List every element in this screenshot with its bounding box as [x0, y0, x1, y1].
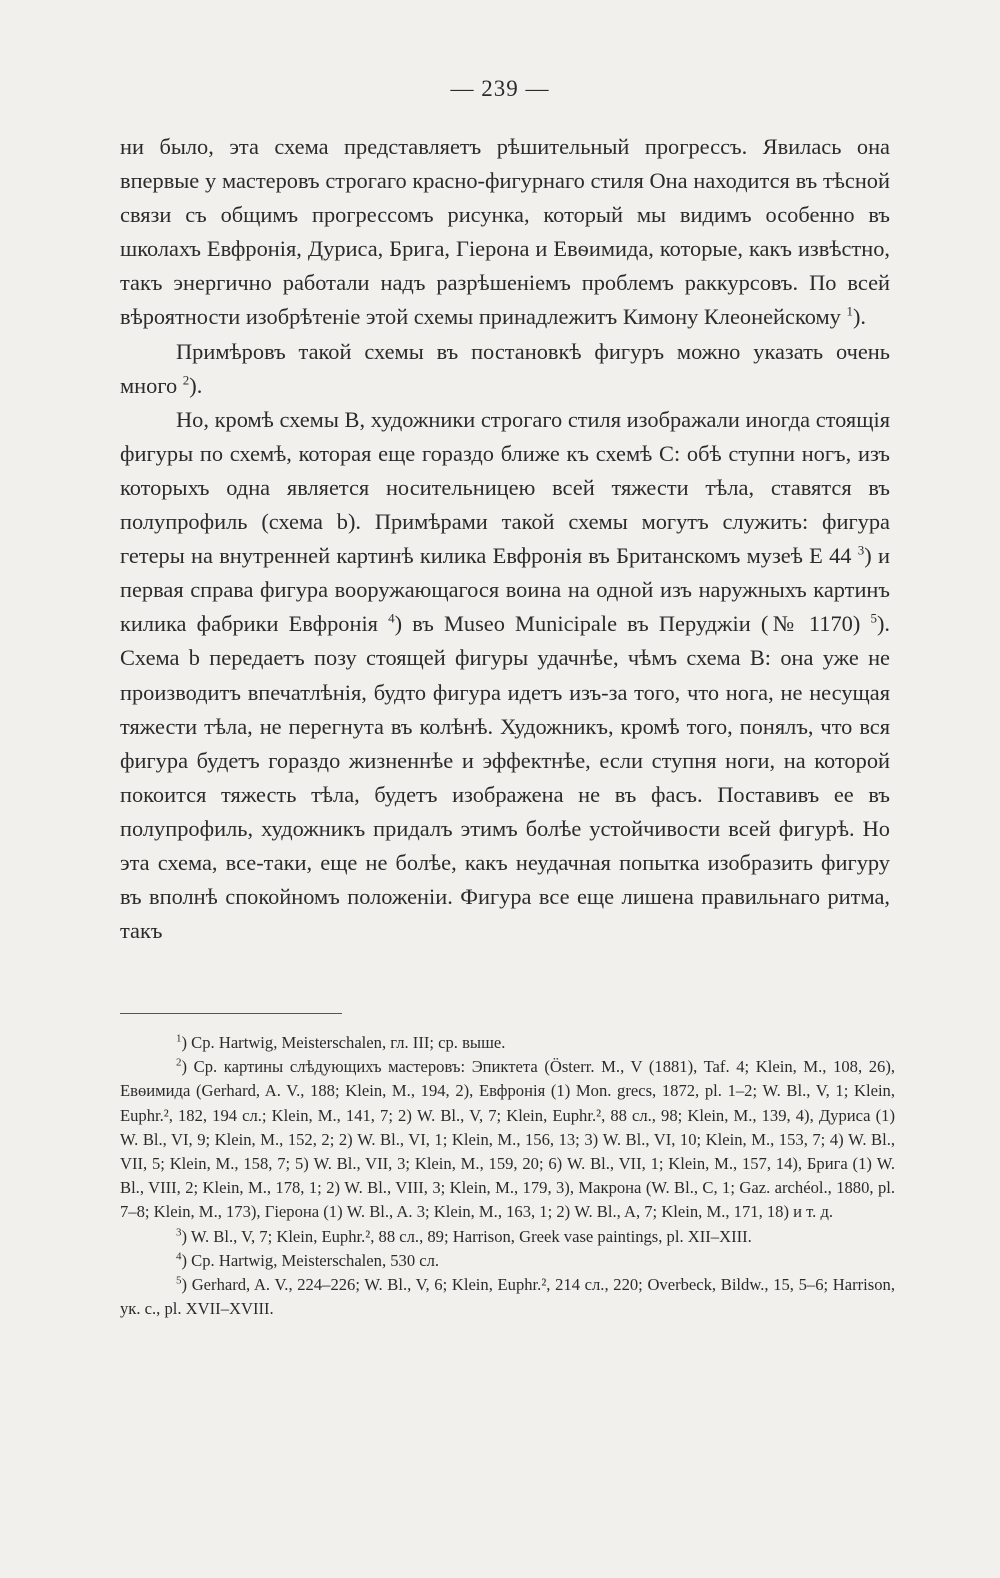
page-number: — 239 — — [450, 76, 550, 101]
footnote-4-text: ) Ср. Hartwig, Meisterschalen, 530 сл. — [181, 1250, 440, 1270]
footnote-3 — [120, 1225, 895, 1249]
paragraph-1 — [120, 130, 890, 335]
main-text — [120, 130, 890, 948]
footnotes — [120, 1031, 895, 1321]
footnote-ref-2-close: ). — [189, 372, 203, 398]
paragraph-3-text-b: и первая справа фигура вооружающагося воина на одной изъ наружныхъ картинъ килика фабрики Евфронія — [120, 543, 890, 637]
footnote-5 — [120, 1273, 895, 1321]
footnote-2-mark: 2 — [176, 1056, 182, 1069]
footnote-ref-1: 1 — [846, 304, 853, 319]
footnote-ref-2: 2 — [182, 372, 190, 388]
paragraph-2 — [120, 335, 890, 403]
paragraph-3-text-a: Но, кромѣ схемы B, художники строгаго стиля изображали иногда стоящія фигуры по схемѣ, которая еще гораздо ближе къ схемѣ C: обѣ ступни ногъ, изъ которыхъ одна является носительницею всей тяжести тѣла, ставятся въ полупрофиль (схема b). Примѣрами такой схемы могутъ служить: фигура гетеры на внутренней картинѣ килика Евфронія въ Британскомъ музеѣ E 44 — [120, 406, 890, 569]
footnote-5-mark: 5 — [176, 1274, 182, 1287]
paragraph-1-text: ни было, эта схема представляетъ рѣшительный прогрессъ. Явилась она впервые у мастеровъ строгаго красно-фигурнаго стиля Она находится въ тѣсной связи съ общимъ прогрессомъ рисунка, который мы видимъ особенно въ школахъ Евфронія, Дуриса, Брига, Гіерона и Евѳимида, которые, какъ извѣстно, такъ энергично работали надъ разрѣшеніемъ проблемъ раккурсовъ. По всей вѣроятности изобрѣтеніе этой схемы принадлежитъ Кимону Клеонейскому — [120, 134, 890, 330]
footnote-ref-4-close: ) — [394, 611, 403, 637]
footnote-4 — [120, 1249, 895, 1273]
footnote-5-text: ) Gerhard, A. V., 224–226; W. Bl., V, 6; Klein, Euphr.², 214 сл., 220; Overbeck, Bildw., 15, 5–6; Harrison, ук. с., pl. XVII–XVIII. — [120, 1275, 895, 1319]
footnote-ref-1-close: ). — [852, 304, 867, 330]
footnote-1 — [120, 1031, 895, 1055]
paragraph-3-text-d: . Схема b передаетъ позу стоящей фигуры удачнѣе, чѣмъ схема B: она уже не производитъ впечатлѣнія, будто фигура идетъ изъ-за того, что нога, не несущая тяжести тѣла, не перегнута въ колѣнѣ. Художникъ, кромѣ того, понялъ, что вся фигура будетъ гораздо жизненнѣе и эффектнѣе, если ступня ноги, на которой покоится тяжесть тѣла, будетъ изображена не въ фасъ. Поставивъ ее въ полупрофиль, художникъ придалъ этимъ болѣе устойчивости всей фигурѣ. Но эта схема, все-таки, еще не болѣе, какъ неудачная попытка изобразить фигуру въ вполнѣ спокойномъ положеніи. Фигура все еще лишена правильнаго ритма, такъ — [120, 611, 891, 944]
footnote-1-mark: 1 — [176, 1032, 182, 1045]
footnote-ref-3-close: ) — [864, 543, 872, 569]
footnote-separator — [120, 1013, 342, 1014]
footnote-3-mark: 3 — [176, 1226, 182, 1239]
footnote-ref-5: 5 — [870, 610, 877, 626]
footnote-ref-4: 4 — [388, 610, 395, 626]
paragraph-3 — [120, 403, 890, 949]
footnote-3-text: ) W. Bl., V, 7; Klein, Euphr.², 88 сл., 89; Harrison, Greek vase paintings, pl. XII–XIII. — [181, 1226, 752, 1246]
footnote-4-mark: 4 — [176, 1250, 182, 1263]
paragraph-3-text-c: въ Museo Municipale въ Перуджіи (№ 1170) — [412, 611, 861, 637]
paragraph-2-text: Примѣровъ такой схемы въ постановкѣ фигуръ можно указать очень много — [120, 338, 890, 398]
footnote-2 — [120, 1055, 895, 1224]
footnote-ref-3: 3 — [857, 542, 865, 558]
footnote-2-text: ) Ср. картины слѣдующихъ мастеровъ: Эпиктета (Österr. M., V (1881), Taf. 4; Klein, M., 108, 26), Евѳимида (Gerhard, A. V., 188; Klein, M., 194, 2), Евфронія (1) Mon. grecs, 1872, pl. 1–2; W. Bl., V, 1; Klein, Euphr.², 182, 194 сл.; Klein, M., 141, 7; 2) W. Bl., V, 7; Klein, Euphr.², 88 сл., 98; Klein, M., 139, 4), Дуриса (1) W. Bl., VI, 9; Klein, M., 152, 2; 2) W. Bl., VI, 1; Klein, M., 156, 13; 3) W. Bl., VI, 10; Klein, M., 153, 7; 4) W. Bl., VII, 5; Klein, M., 158, 7; 5) W. Bl., VII, 3; Klein, M., 159, 20; 6) W. Bl., VII, 1; Klein, M., 157, 14), Брига (1) W. Bl., VIII, 2; Klein, M., 178, 1; 2) W. Bl., VIII, 3; Klein, M., 179, 3), Макрона (W. Bl., C, 1; Gaz. archéol., 1880, pl. 7–8; Klein, M., 173), Гіерона (1) W. Bl., A. 3; Klein, M., 163, 1; 2) W. Bl., A, 7; Klein, M., 171, 18) и т. д. — [120, 1057, 895, 1222]
footnote-1-text: ) Ср. Hartwig, Meisterschalen, гл. III; ср. выше. — [181, 1033, 506, 1052]
footnote-ref-5-close: ) — [876, 611, 885, 637]
